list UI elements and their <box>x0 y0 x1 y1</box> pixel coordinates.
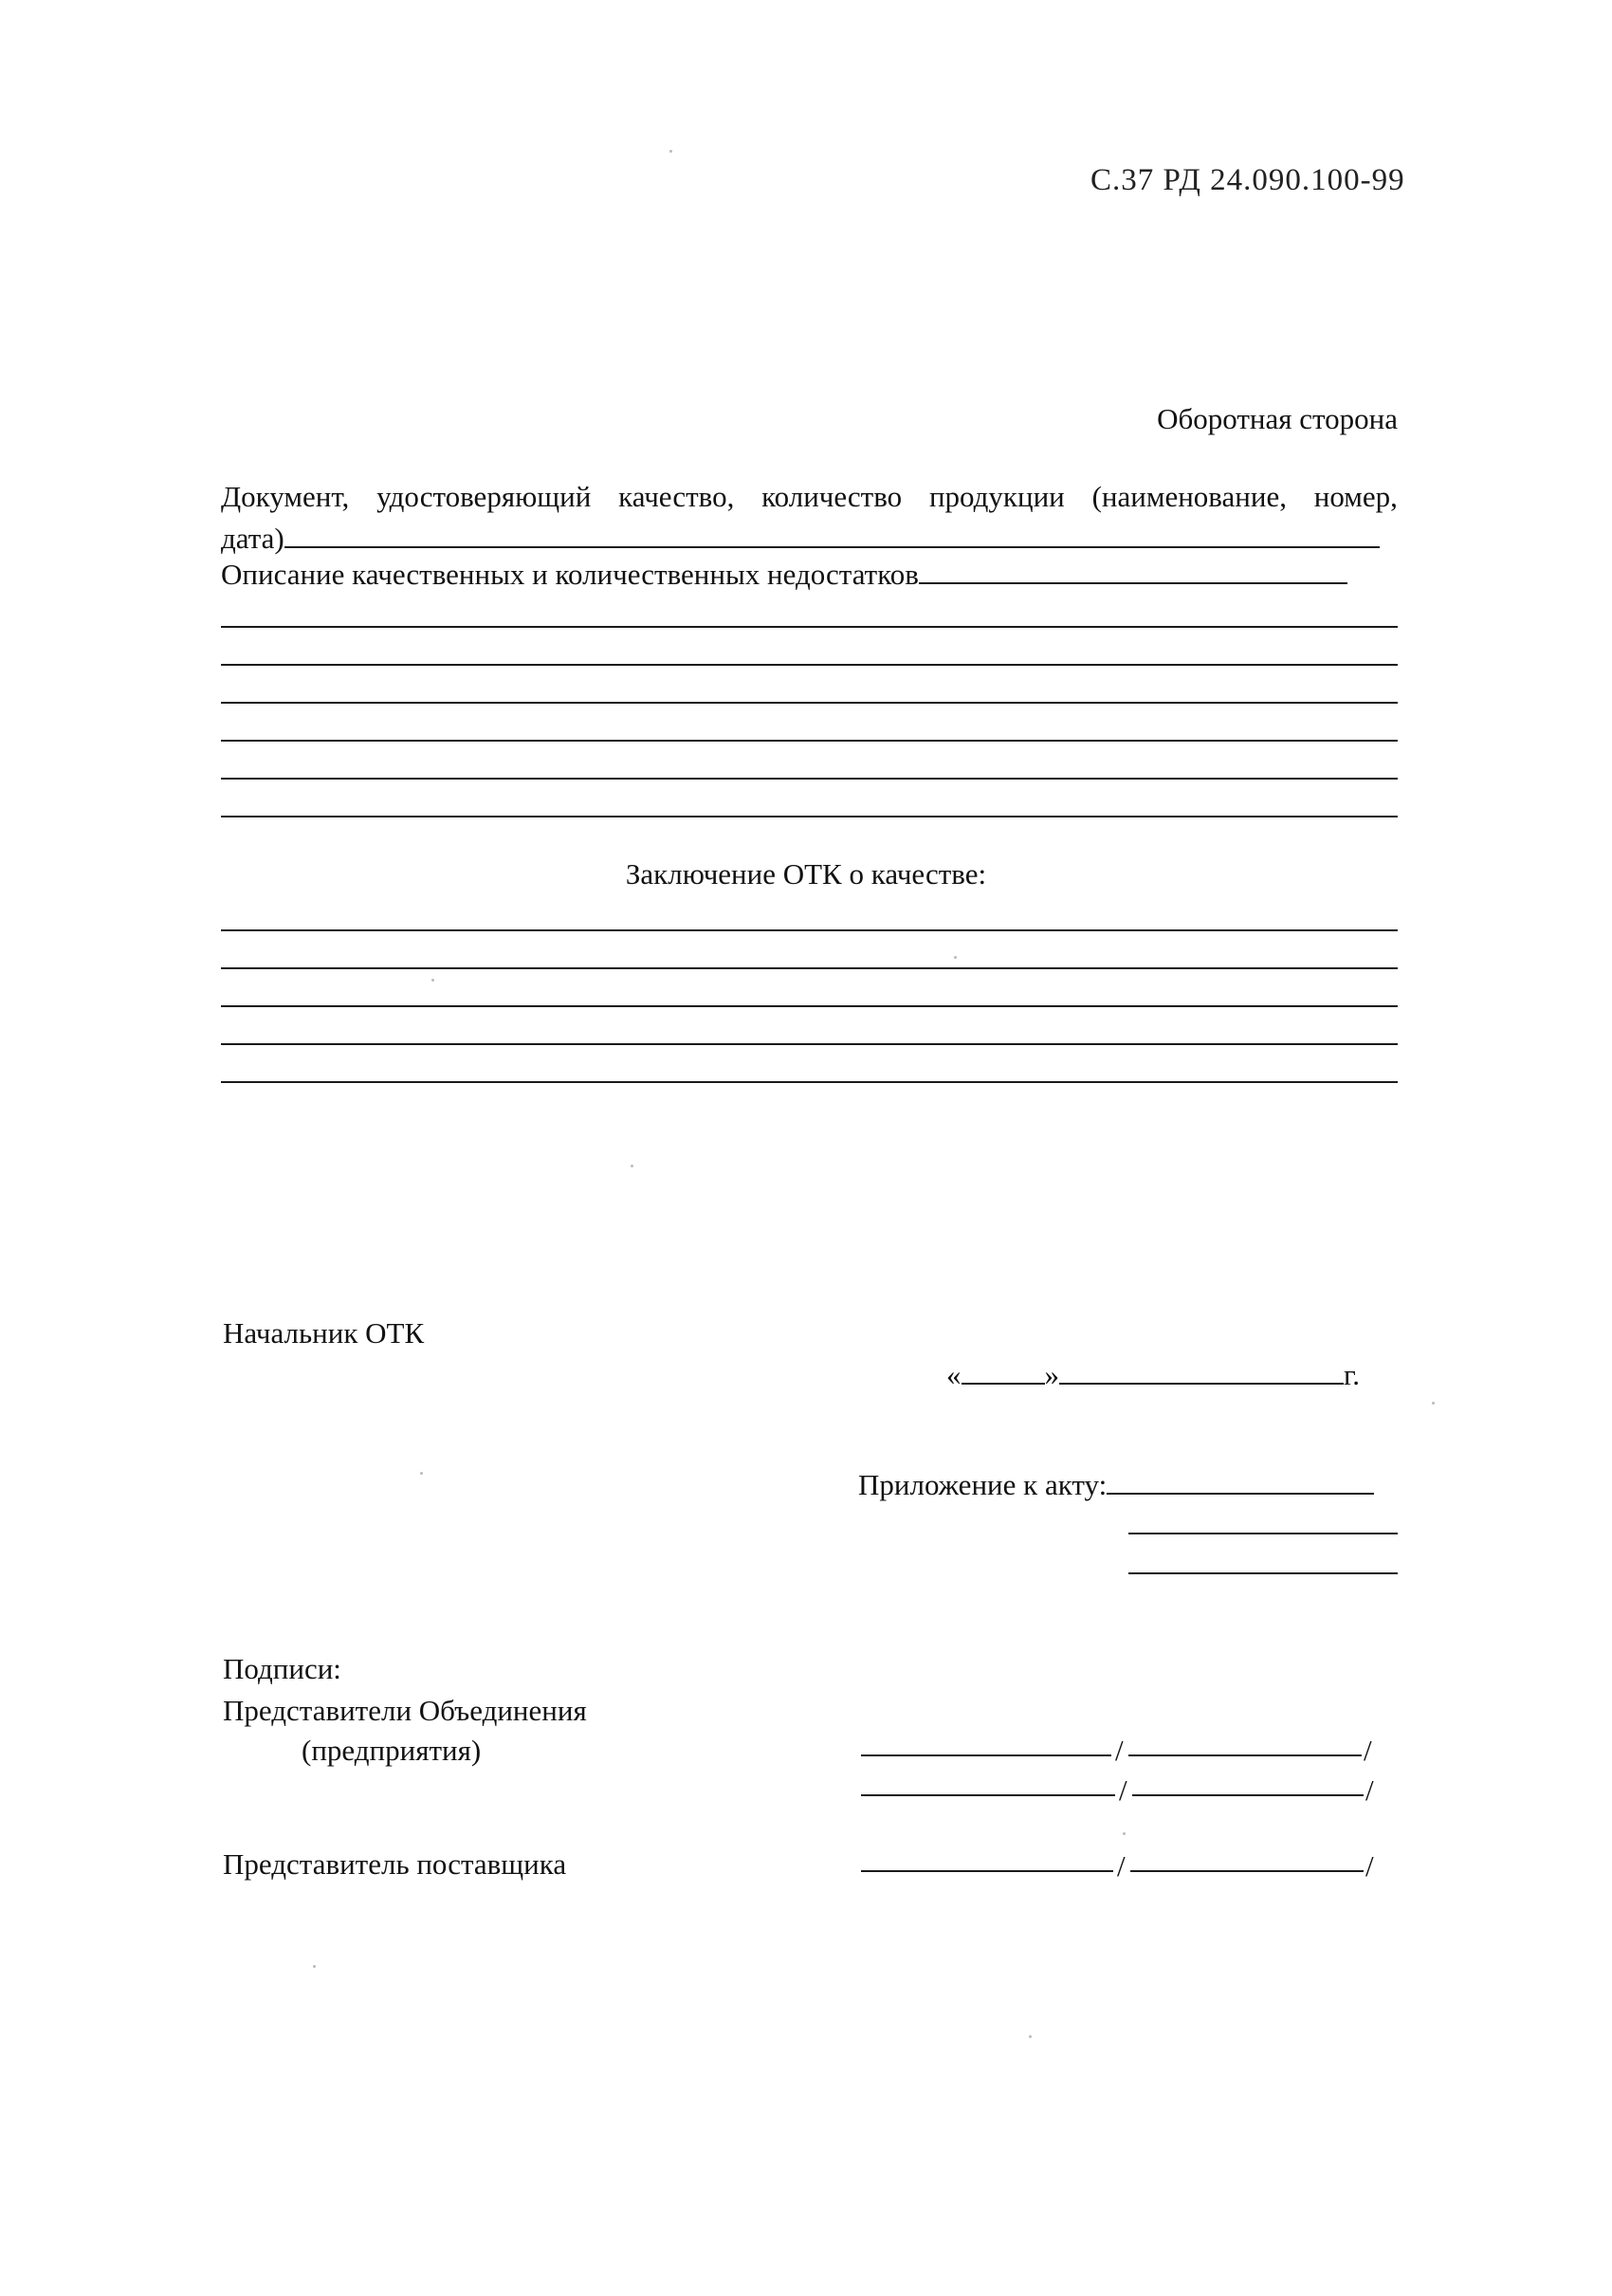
scan-speck <box>313 1965 316 1968</box>
document-line-1 <box>221 480 1398 514</box>
signature-line-org-1 <box>861 1732 1373 1766</box>
signature-slash: / <box>1115 1734 1124 1767</box>
document-date-label: дата) <box>221 522 284 555</box>
signatures-label: Подписи: <box>223 1652 341 1685</box>
defects-field[interactable] <box>919 560 1347 584</box>
doc-word: номер, <box>1313 480 1398 513</box>
doc-word: количество <box>761 480 903 513</box>
otk-conclusion-line[interactable] <box>221 967 1398 969</box>
scan-speck <box>1432 1402 1435 1405</box>
date-close-quote: » <box>1044 1358 1059 1391</box>
signature-slash: / <box>1117 1849 1126 1883</box>
signature-line-org-2 <box>861 1772 1373 1806</box>
otk-conclusion-line[interactable] <box>221 929 1398 931</box>
scan-speck <box>1123 1832 1126 1835</box>
appendix-extra-line[interactable] <box>1128 1572 1398 1574</box>
appendix-line <box>858 1468 1374 1502</box>
defects-line-field[interactable] <box>221 702 1398 704</box>
appendix-label: Приложение к акту: <box>858 1468 1108 1501</box>
scan-speck <box>1029 2035 1032 2038</box>
doc-word: качество, <box>618 480 735 513</box>
doc-word: (наименование, <box>1091 480 1287 513</box>
signature-slash: / <box>1365 1849 1374 1883</box>
otk-conclusion-title: Заключение ОТК о качестве: <box>625 857 987 891</box>
otk-conclusion-line[interactable] <box>221 1043 1398 1045</box>
enterprise-label: (предприятия) <box>302 1734 482 1767</box>
date-line <box>946 1358 1360 1392</box>
appendix-field[interactable] <box>1107 1470 1374 1495</box>
scan-speck <box>431 979 434 982</box>
doc-word: продукции <box>928 480 1065 513</box>
signature-field[interactable] <box>861 1732 1111 1756</box>
signature-slash: / <box>1364 1734 1372 1767</box>
signature-line-supplier <box>861 1847 1373 1882</box>
otk-chief-label: Начальник ОТК <box>223 1316 425 1350</box>
reverse-side-label: Оборотная сторона <box>1157 402 1398 435</box>
date-year-suffix: г. <box>1344 1358 1360 1391</box>
scan-speck <box>669 150 672 153</box>
name-field[interactable] <box>1130 1847 1364 1872</box>
page-header-code: С.37 РД 24.090.100-99 <box>1090 163 1405 197</box>
signature-slash: / <box>1365 1773 1374 1807</box>
defects-line-field[interactable] <box>221 816 1398 817</box>
org-representatives-label: Представители Объединения <box>223 1694 587 1727</box>
signature-slash: / <box>1119 1773 1127 1807</box>
defects-line-field[interactable] <box>221 740 1398 742</box>
scan-speck <box>954 956 957 959</box>
scan-speck <box>631 1165 633 1167</box>
otk-conclusion-line[interactable] <box>221 1081 1398 1083</box>
name-field[interactable] <box>1128 1732 1362 1756</box>
date-open-quote: « <box>946 1358 962 1391</box>
name-field[interactable] <box>1132 1772 1364 1796</box>
defects-line-field[interactable] <box>221 626 1398 628</box>
otk-conclusion-line[interactable] <box>221 1005 1398 1007</box>
signature-field[interactable] <box>861 1772 1115 1796</box>
document-line-2 <box>221 522 1380 556</box>
defects-line-field[interactable] <box>221 778 1398 780</box>
defects-label: Описание качественных и количественных недостатков <box>221 558 919 591</box>
date-day-field[interactable] <box>962 1360 1045 1385</box>
document-date-field[interactable] <box>284 523 1380 548</box>
doc-word: удостоверяющий <box>376 480 592 513</box>
doc-word: Документ, <box>221 480 350 513</box>
date-month-field[interactable] <box>1059 1360 1344 1385</box>
signature-field[interactable] <box>861 1847 1113 1872</box>
defects-line-field[interactable] <box>221 664 1398 666</box>
scan-speck <box>420 1472 423 1475</box>
defects-line <box>221 558 1347 592</box>
supplier-representative-label: Представитель поставщика <box>223 1847 567 1881</box>
appendix-extra-line[interactable] <box>1128 1533 1398 1534</box>
